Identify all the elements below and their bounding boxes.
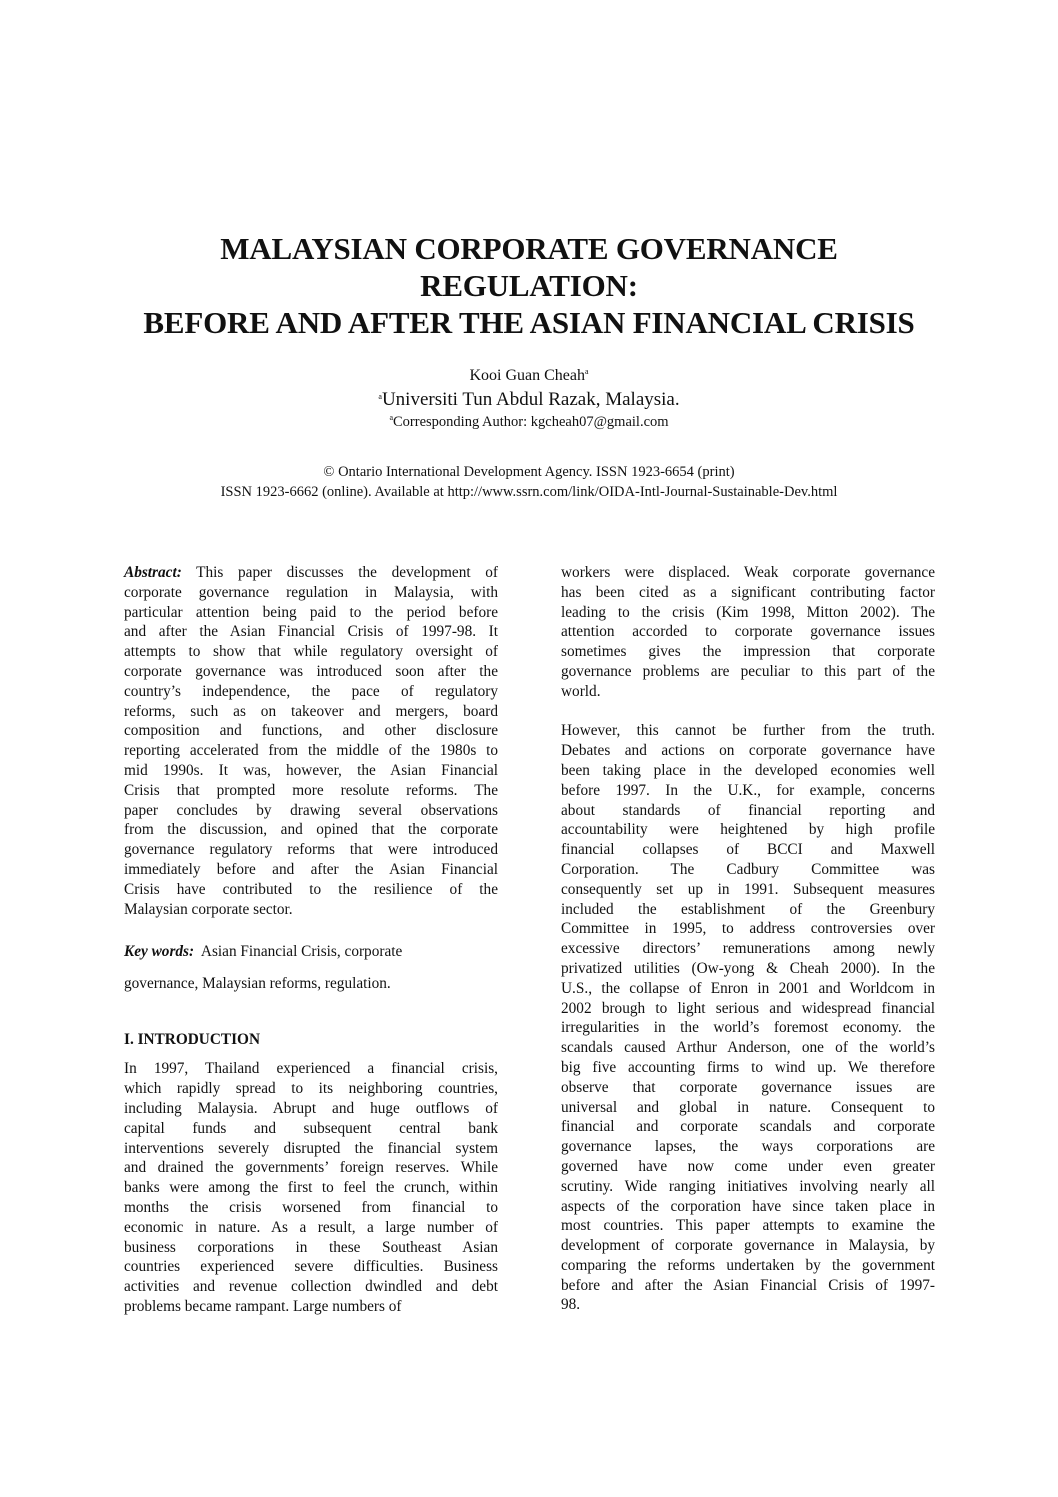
right-para2-line: privatized utilities (Ow-yong & Cheah 2000). In the (561, 959, 935, 977)
right-para2-line: accountability were heightened by high profile (561, 821, 935, 839)
abstract-line: Malaysian corporate sector. (124, 900, 293, 918)
right-para2-line: before and after the Asian Financial Crisis of 1997- (561, 1276, 935, 1294)
right-para2-line: about standards of financial reporting and (561, 801, 935, 819)
keywords-line-1: Key words: Asian Financial Crisis, corporate (124, 943, 403, 961)
right-para2-line: comparing the reforms undertaken by the government (561, 1256, 935, 1274)
abstract-line: corporate governance regulation in Malaysia, with (124, 583, 498, 601)
keywords-label: Key words: (124, 943, 195, 961)
intro-line: banks were among the first to feel the crunch, within (124, 1179, 498, 1197)
intro-line: In 1997, Thailand experienced a financial crisis, (124, 1060, 498, 1078)
copyright-line-1: © Ontario International Development Agency. ISSN 1923-6654 (print) (323, 464, 735, 480)
affiliation: Universiti Tun Abdul Razak, Malaysia. (381, 389, 680, 410)
corresponding-author-line (0, 413, 1058, 431)
corresponding-superscript: a (389, 413, 394, 422)
abstract-line: country’s independence, the pace of regulatory (124, 682, 498, 700)
author-name: Kooi Guan Cheah (469, 367, 585, 384)
right-para2-line: included the establishment of the Greenbury (561, 900, 935, 918)
right-para2-line: before 1997. In the U.K., for example, concerns (561, 781, 935, 799)
intro-line: business corporations in these Southeast Asian (124, 1238, 498, 1256)
right-para2-line: irregularities in the world’s foremost economy. the (561, 1019, 935, 1037)
right-para2-line: governed have now come under even greater (561, 1157, 935, 1175)
intro-line: countries experienced severe difficulties. Business (124, 1258, 498, 1276)
right-para2-line: financial collapses of BCCI and Maxwell (561, 841, 935, 859)
right-para1-line: attention accorded to corporate governance issues (561, 623, 935, 641)
right-para1-line: workers were displaced. Weak corporate governance (561, 564, 935, 581)
author-line (0, 366, 1058, 386)
right-para2-line: scrutiny. Wide ranging initiatives involving nearly all (561, 1177, 935, 1195)
right-para2-line: 98. (561, 1296, 581, 1314)
abstract-line: composition and functions, and other disclosure (124, 722, 498, 740)
section-heading-introduction: I. INTRODUCTION (124, 1030, 260, 1048)
spacer (124, 919, 498, 939)
right-para2-line: 2002 brough to light serious and widespread financial (561, 999, 935, 1017)
right-para1-line: world. (561, 682, 601, 700)
right-para2-line: universal and global in nature. Consequent to (561, 1098, 935, 1116)
abstract-line: Crisis that prompted more resolute reforms. The (124, 781, 498, 799)
right-para2-line: scandals caused Arthur Anderson, one of the world’s (561, 1039, 935, 1057)
abstract-line: Abstract: This paper discusses the development of (124, 564, 498, 581)
right-para2-line: Committee in 1995, to address controversies over (561, 920, 935, 938)
title-line-3: BEFORE AND AFTER THE ASIAN FINANCIAL CRISIS (143, 305, 915, 340)
right-para2-line: U.S., the collapse of Enron in 2001 and Worldcom in (561, 979, 935, 997)
intro-line: interventions severely disrupted the financial system (124, 1139, 498, 1157)
affiliation-line (0, 388, 1058, 412)
right-para2-line: aspects of the corporation have since taken place in (561, 1197, 935, 1215)
right-para2-line: Debates and actions on corporate governance have (561, 742, 935, 760)
intro-line: including Malaysia. Abrupt and huge outflows of (124, 1099, 498, 1117)
abstract-line: Crisis have contributed to the resilience of the (124, 880, 498, 898)
abstract-line: governance regulatory reforms that were introduced (124, 841, 498, 859)
abstract-line: attempts to show that while regulatory oversight of (124, 643, 498, 661)
right-para1-line: has been cited as a significant contributing factor (561, 583, 935, 601)
right-para2-line: excessive directors’ remunerations among newly (561, 940, 935, 958)
corresponding-author: Corresponding Author: kgcheah07@gmail.com (393, 414, 669, 430)
intro-line: and drained the governments’ foreign reserves. While (124, 1159, 498, 1177)
keywords-line-2: governance, Malaysian reforms, regulation. (124, 974, 391, 992)
abstract-line: mid 1990s. It was, however, the Asian Financial (124, 761, 498, 779)
title-line-2: REGULATION: (420, 268, 638, 303)
spacer (124, 994, 498, 1014)
right-para2-line: financial and corporate scandals and corporate (561, 1118, 935, 1136)
right-para1-line: governance problems are peculiar to this part of the (561, 662, 935, 680)
abstract-line: particular attention being paid to the period before (124, 603, 498, 621)
intro-line: months the crisis worsened from financial to (124, 1198, 498, 1216)
right-para2-line: been taking place in the developed economies well (561, 761, 935, 779)
right-column (561, 563, 935, 1315)
intro-line: activities and revenue collection dwindled and debt (124, 1278, 498, 1296)
abstract-line: reporting accelerated from the middle of the 1980s to (124, 742, 498, 760)
spacer (561, 702, 935, 722)
right-para1-line: leading to the crisis (Kim 1998, Mitton 2002). The (561, 603, 935, 621)
abstract-line: and after the Asian Financial Crisis of 1997-98. It (124, 623, 498, 641)
author-superscript: a (584, 367, 589, 376)
intro-line: capital funds and subsequent central bank (124, 1119, 498, 1137)
abstract-line: paper concludes by drawing several observations (124, 801, 498, 819)
intro-line: economic in nature. As a result, a large number of (124, 1218, 498, 1236)
right-para2-line: development of corporate governance in Malaysia, by (561, 1237, 935, 1255)
affiliation-superscript: a (378, 392, 382, 401)
introduction-paragraph (124, 1059, 498, 1316)
abstract-line: from the discussion, and opined that the corporate (124, 821, 498, 839)
abstract-line: reforms, such as on takeover and mergers, board (124, 702, 498, 720)
abstract-label: Abstract: (124, 564, 182, 581)
intro-line: which rapidly spread to its neighboring countries, (124, 1080, 498, 1098)
left-column (124, 563, 498, 1317)
right-para2-line: consequently set up in 1991. Subsequent measures (561, 880, 935, 898)
right-para2-line: However, this cannot be further from the truth. (561, 722, 935, 740)
intro-line: problems became rampant. Large numbers of (124, 1297, 402, 1315)
right-para2-line: observe that corporate governance issues are (561, 1078, 935, 1096)
abstract-line: corporate governance was introduced soon after the (124, 662, 498, 680)
copyright-line-2: ISSN 1923-6662 (online). Available at http://www.ssrn.com/link/OIDA-Intl-Journal-Sustainable-Dev.html (220, 484, 838, 500)
right-para2-line: big five accounting firms to wind up. We therefore (561, 1058, 935, 1076)
paper-title (0, 230, 1058, 341)
right-para1-line: sometimes gives the impression that corporate (561, 643, 935, 661)
right-para2-line: most countries. This paper attempts to examine the (561, 1217, 935, 1235)
abstract-line: immediately before and after the Asian Financial (124, 860, 498, 878)
right-para2-line: governance lapses, the ways corporations are (561, 1138, 935, 1156)
title-line-1: MALAYSIAN CORPORATE GOVERNANCE (220, 231, 838, 266)
right-para2-line: Corporation. The Cadbury Committee was (561, 860, 935, 878)
